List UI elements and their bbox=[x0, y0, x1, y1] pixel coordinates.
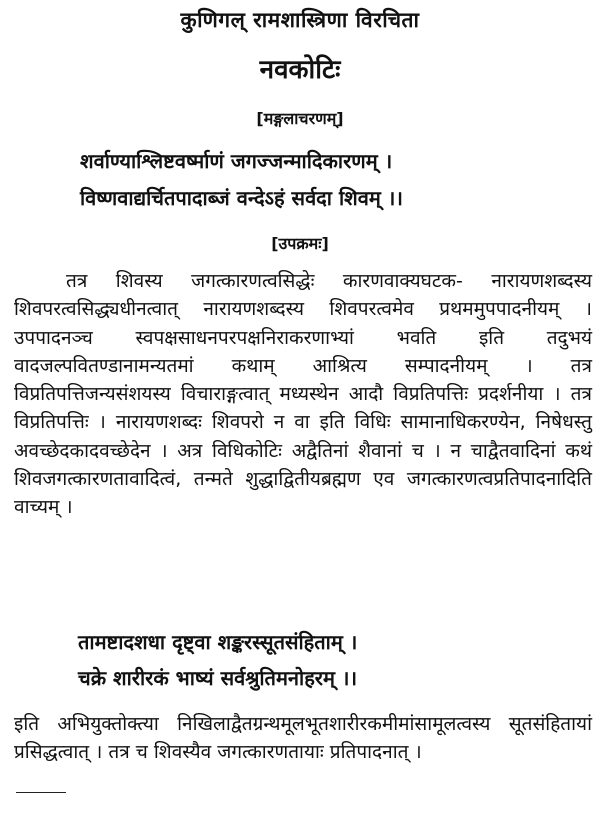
section-label-mangalacharanam: [मङ्गलाचरणम्] bbox=[256, 109, 344, 128]
section-label-upakrama: [उपक्रमः] bbox=[271, 234, 329, 253]
quoted-verse-line-2: चक्रे शारीरकं भाष्यं सर्वश्रुतिमनोहरम् ।। bbox=[78, 666, 358, 690]
quoted-verse-line-1: तामष्टादशधा दृष्ट्वा शङ्करस्सूतसंहिताम् । bbox=[78, 630, 358, 654]
work-title: नवकोटिः bbox=[259, 55, 341, 85]
invocation-verse-line-1: शर्वाण्याश्लिष्टवर्ष्माणं जगज्जन्मादिकारणम् । bbox=[80, 149, 393, 173]
footnote-rule bbox=[16, 792, 66, 793]
invocation-verse-line-2: विष्णवाद्यर्चितपादाब्जं वन्देऽहं सर्वदा शिवम् ।। bbox=[80, 186, 403, 210]
book-title: कुणिगल् रामशास्त्रिणा विरचिता bbox=[180, 8, 420, 32]
upakrama-paragraph-1: तत्र शिवस्य जगत्कारणत्वसिद्धेः कारणवाक्यघटक- नारायणशब्दस्य शिवपरत्वसिद्ध्यधीनत्वात् नारायणशब्दस्य शिवपरत्वमेव प्रथममुपपादनीयम् । उपपादनञ्च स्वपक्षसाधनपरपक्षनिराकरणाभ्यां भवति इति तदुभयं वादजल्पवितण्डानामन्यतमां कथाम् आश्रित्य सम्पादनीयम् । तत्र विप्रतिपत्तिजन्यसंशयस्य विचाराङ्गत्वात् मध्यस्थेन आदौ विप्रतिपत्तिः प्रदर्शनीया । तत्र विप्रतिपत्तिः । नारायणशब्दः शिवपरो न वा इति विधिः सामानाधिकरण्येन, निषेधस्तु अवच्छेदकादवच्छेदेन । अत्र विधिकोटिः अद्वैतिनां शैवानां च । न चाद्वैतवादिनां कथं शिवजगत्कारणतावादित्वं, तन्मते शुद्धाद्वितीयब्रह्मण एव जगत्कारणत्वप्रतिपादनादिति वाच्यम् । bbox=[14, 270, 592, 519]
upakrama-paragraph-2: इति अभियुक्तोक्त्या निखिलाद्वैतग्रन्थमूलभूतशारीरकमीमांसामूलत्वस्य सूतसंहितायां प्रसिद्धत्वात् । तत्र च शिवस्यैव जगत्कारणतायाः प्रतिपादनात् । bbox=[14, 713, 592, 764]
